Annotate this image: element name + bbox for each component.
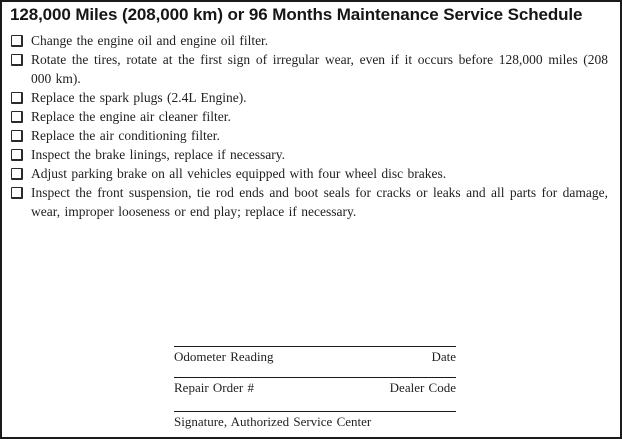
form-row-odometer-date xyxy=(174,346,456,377)
list-item xyxy=(10,88,608,107)
checkbox-icon xyxy=(11,35,23,47)
checkbox-icon xyxy=(11,111,23,123)
signature-label: Signature, Authorized Service Center xyxy=(174,414,372,429)
checklist-item-text: Replace the spark plugs (2.4L Engine). xyxy=(31,90,247,105)
repair-order-label: Repair Order # xyxy=(174,380,254,395)
list-item xyxy=(10,145,608,164)
odometer-reading-label: Odometer Reading xyxy=(174,349,274,364)
checkbox-icon xyxy=(11,168,23,180)
checkbox-icon xyxy=(11,92,23,104)
checklist-item-text: Inspect the front suspension, tie rod ends and boot seals for cracks or leaks and all parts for damage, wear, improper looseness or end play; replace if necessary. xyxy=(31,185,608,219)
checkbox-icon xyxy=(11,54,23,66)
form-row-signature xyxy=(174,411,456,439)
signature-form xyxy=(174,346,456,439)
checkbox-icon xyxy=(11,149,23,161)
list-item xyxy=(10,107,608,126)
checklist-item-text: Replace the engine air cleaner filter. xyxy=(31,109,231,124)
dealer-code-label: Dealer Code xyxy=(389,380,456,395)
checklist-item-text: Rotate the tires, rotate at the first sign of irregular wear, even if it occurs before 128,000 miles (208 000 km). xyxy=(31,52,608,86)
date-label: Date xyxy=(431,349,456,364)
page-title: 128,000 Miles (208,000 km) or 96 Months Maintenance Service Schedule xyxy=(10,5,583,24)
checklist-item-text: Adjust parking brake on all vehicles equipped with four wheel disc brakes. xyxy=(31,166,447,181)
list-item xyxy=(10,31,608,50)
form-row-repair-dealer xyxy=(174,377,456,411)
list-item xyxy=(10,126,608,145)
checklist-item-text: Change the engine oil and engine oil filter. xyxy=(31,33,269,48)
checkbox-icon xyxy=(11,130,23,142)
checklist-item-text: Replace the air conditioning filter. xyxy=(31,128,220,143)
checkbox-icon xyxy=(11,187,23,199)
checklist-item-text: Inspect the brake linings, replace if necessary. xyxy=(31,147,286,162)
list-item xyxy=(10,164,608,183)
list-item xyxy=(10,183,608,221)
list-item xyxy=(10,50,608,88)
maintenance-checklist xyxy=(10,31,608,221)
